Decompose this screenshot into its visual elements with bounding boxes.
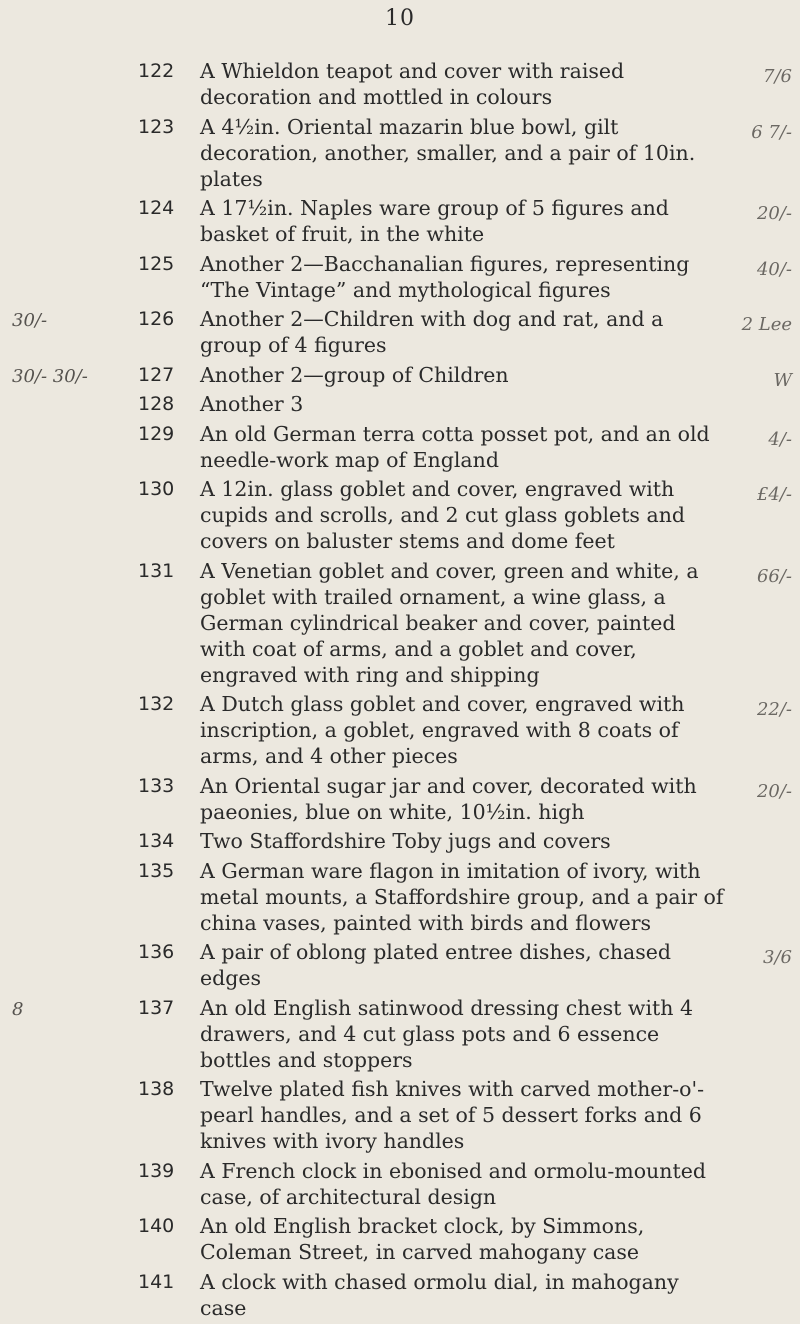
price-note: 2 Lee [741,314,792,335]
lot-description: A 12in. glass goblet and cover, engraved with cupids and scrolls, and 2 cut glass goblets and covers on baluster stems and dome feet [200,477,686,553]
lot-number: 130 [138,478,175,500]
price-note: £4/- [756,484,792,505]
lot-description: Two Staffordshire Toby jugs and covers [200,829,611,853]
lot-description: A Dutch glass goblet and cover, engraved with inscription, a goblet, engraved with 8 coats of arms, and 4 other pieces [200,692,685,768]
price-note: 6 7/- [751,121,792,143]
lot-138 [0,1076,800,1154]
left-margin-note: 30/- 30/- [12,365,88,387]
lot-number: 126 [138,308,175,330]
lot-137 [0,995,800,1073]
price-note: 7/6 [763,66,792,87]
lot-122 [0,58,800,110]
lot-description: An old English satinwood dressing chest with 4 drawers, and 4 cut glass pots and 6 essence bottles and stoppers [200,995,694,1072]
price-note: 22/- [756,699,792,720]
lot-description: A German ware flagon in imitation of ivory, with metal mounts, a Staffordshire group, and a pair of china vases, painted with birds and flowers [200,858,724,935]
lot-133 [0,773,800,825]
lot-number: 123 [138,115,175,138]
page-number: 10 [385,6,415,31]
lot-number: 132 [138,693,175,715]
lot-number: 125 [138,252,175,275]
lot-126 [0,306,800,358]
lot-description: An old English bracket clock, by Simmons, Coleman Street, in carved mahogany case [200,1214,645,1264]
lot-139 [0,1158,800,1210]
lot-number: 129 [138,422,175,445]
lot-number: 137 [138,996,175,1019]
lot-number: 140 [138,1215,175,1237]
lot-130 [0,476,800,554]
lot-number: 122 [138,60,175,82]
lot-141 [0,1269,800,1321]
lot-140 [0,1213,800,1265]
left-margin-note: 8 [12,998,24,1020]
price-note: 66/- [756,565,792,587]
lot-132 [0,691,800,769]
lot-description: Another 2—Bacchanalian figures, representing “The Vintage” and mythological figures [200,251,690,302]
price-note: W [773,369,792,391]
price-note: 4/- [768,428,792,450]
lot-131 [0,558,800,688]
lot-127 [0,362,800,391]
lot-description: A clock with chased ormolu dial, in mahogany case [200,1269,679,1320]
price-note: 40/- [756,258,792,280]
lot-number: 124 [138,197,175,219]
lot-description: A pair of oblong plated entree dishes, chased edges [200,940,672,990]
lot-description: A French clock in ebonised and ormolu-mounted case, of architectural design [200,1158,706,1209]
lot-number: 127 [138,363,175,386]
lot-description: A 17½in. Naples ware group of 5 figures and basket of fruit, in the white [200,196,669,246]
lot-number: 141 [138,1270,175,1293]
lot-description: A Venetian goblet and cover, green and white, a goblet with trailed ornament, a wine glass, a German cylindrical beaker and cover, painted with coat of arms, and a goblet and cover, engraved with ring and shipping [200,558,699,687]
lot-number: 135 [138,859,175,882]
lot-123 [0,114,800,192]
lot-description: Another 3 [200,392,304,416]
price-note: 20/- [756,780,792,802]
lot-135 [0,858,800,936]
lot-124 [0,195,800,247]
lot-128 [0,391,800,417]
lot-number: 138 [138,1078,175,1100]
lot-number: 139 [138,1159,175,1182]
lot-description: Another 2—group of Children [200,362,509,387]
lot-number: 128 [138,393,175,415]
left-margin-note: 30/- [12,310,48,331]
lot-number: 134 [138,830,175,852]
lot-134 [0,828,800,854]
lot-description: An old German terra cotta posset pot, and an old needle-work map of England [200,421,710,472]
lot-number: 136 [138,941,175,963]
lot-number: 133 [138,774,175,797]
lot-125 [0,251,800,303]
lot-list [0,58,800,1324]
price-note: 3/6 [763,947,792,968]
price-note: 20/- [756,203,792,224]
lot-136 [0,939,800,991]
lot-description: Another 2—Children with dog and rat, and a group of 4 figures [200,307,664,357]
lot-description: A 4½in. Oriental mazarin blue bowl, gilt decoration, another, smaller, and a pair of 10in. plates [200,114,696,191]
lot-129 [0,421,800,473]
lot-description: An Oriental sugar jar and cover, decorated with paeonies, blue on white, 10½in. high [200,773,697,824]
lot-description: A Whieldon teapot and cover with raised decoration and mottled in colours [200,59,625,109]
lot-number: 131 [138,559,175,582]
lot-description: Twelve plated fish knives with carved mother-o'-pearl handles, and a set of 5 dessert forks and 6 knives with ivory handles [200,1077,705,1153]
